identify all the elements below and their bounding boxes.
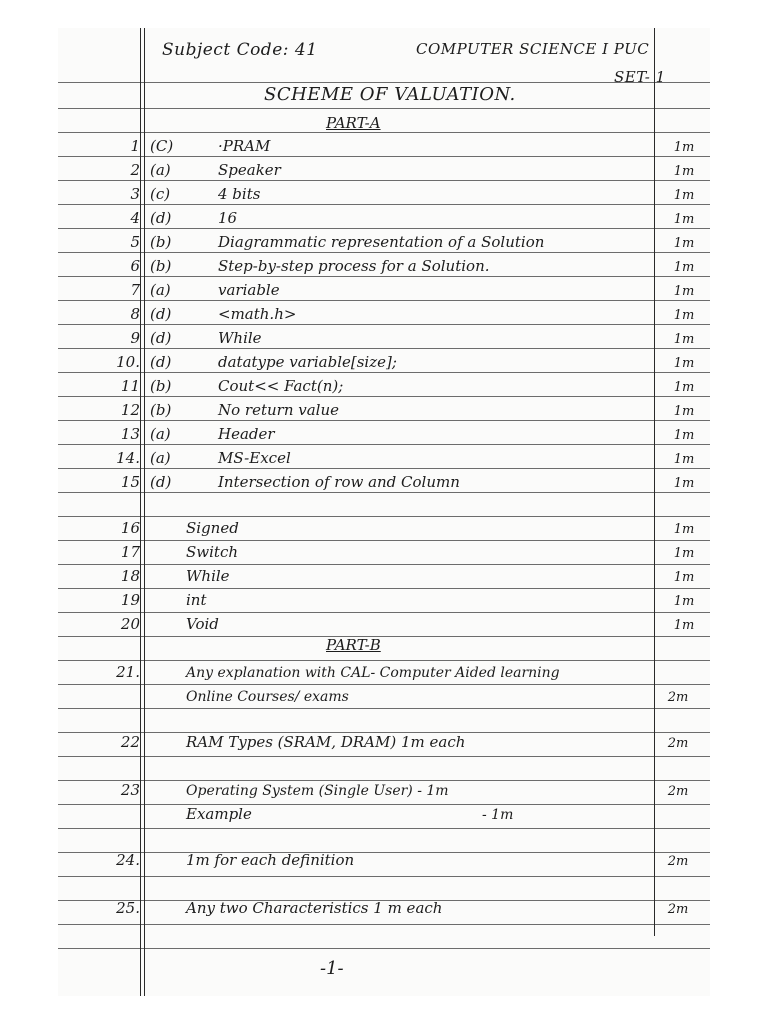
answer-line-2: Online Courses/ exams bbox=[186, 689, 349, 705]
question-number: 25. bbox=[116, 899, 140, 917]
marks: 1m bbox=[673, 476, 695, 491]
answer-line-1: Operating System (Single User) - 1m bbox=[186, 783, 449, 799]
marks: 2m bbox=[667, 690, 689, 705]
answer-text: While bbox=[186, 567, 230, 585]
set-number: SET- 1 bbox=[614, 68, 666, 86]
question-row bbox=[58, 374, 710, 396]
question-number: 12 bbox=[120, 401, 140, 419]
ruled-line bbox=[58, 372, 710, 373]
answer-option: (d) bbox=[150, 305, 172, 323]
marks: 1m bbox=[673, 188, 695, 203]
question-22 bbox=[58, 730, 710, 752]
answer-line-1: Any explanation with CAL- Computer Aided learning bbox=[186, 665, 560, 681]
answer-line-2: Example bbox=[186, 805, 252, 823]
answer-text: MS-Excel bbox=[218, 449, 291, 467]
ruled-line bbox=[58, 444, 710, 445]
marks: 1m bbox=[673, 308, 695, 323]
document-title: SCHEME OF VALUATION. bbox=[264, 84, 516, 105]
marks: 1m bbox=[673, 594, 695, 609]
question-row bbox=[58, 302, 710, 324]
answer-text: Speaker bbox=[218, 161, 281, 179]
marks: 2m bbox=[667, 784, 689, 799]
question-number: 21. bbox=[116, 663, 140, 681]
answer-text: 4 bits bbox=[218, 185, 261, 203]
ruled-line bbox=[58, 276, 710, 277]
marks: 1m bbox=[673, 140, 695, 155]
marks: 2m bbox=[667, 854, 689, 869]
question-number: 15 bbox=[120, 473, 140, 491]
question-row bbox=[58, 158, 710, 180]
answer-text: int bbox=[186, 591, 207, 609]
answer-line-1: RAM Types (SRAM, DRAM) 1m each bbox=[186, 733, 466, 751]
marks: 2m bbox=[667, 902, 689, 917]
question-number: 11 bbox=[120, 377, 140, 395]
ruled-line bbox=[58, 708, 710, 709]
marks: 1m bbox=[673, 212, 695, 227]
question-number: 22 bbox=[120, 733, 140, 751]
question-number: 10. bbox=[116, 353, 140, 371]
answer-line-1: Any two Characteristics 1 m each bbox=[186, 899, 443, 917]
ruled-line bbox=[58, 252, 710, 253]
marks: 1m bbox=[673, 332, 695, 347]
question-21 bbox=[58, 660, 710, 682]
question-number: 17 bbox=[120, 543, 140, 561]
question-number: 20 bbox=[120, 615, 140, 633]
answer-option: (a) bbox=[150, 425, 171, 443]
marks: 1m bbox=[673, 404, 695, 419]
marks: 1m bbox=[673, 618, 695, 633]
page-number: -1- bbox=[320, 958, 344, 979]
answer-text: ·PRAM bbox=[218, 137, 271, 155]
ruled-line bbox=[58, 300, 710, 301]
answer-text: Signed bbox=[186, 519, 239, 537]
ruled-line bbox=[58, 948, 710, 949]
answer-text: datatype variable[size]; bbox=[218, 353, 397, 371]
question-number: 4 bbox=[130, 209, 140, 227]
question-21-cont bbox=[58, 684, 710, 706]
marks: 1m bbox=[673, 428, 695, 443]
ruled-line bbox=[58, 468, 710, 469]
marks: 1m bbox=[673, 570, 695, 585]
question-number: 2 bbox=[130, 161, 140, 179]
subject-code: Subject Code: 41 bbox=[162, 40, 318, 60]
question-number: 3 bbox=[130, 185, 140, 203]
question-number: 24. bbox=[116, 851, 140, 869]
marks: 1m bbox=[673, 236, 695, 251]
answer-option: (b) bbox=[150, 401, 172, 419]
ruled-line bbox=[58, 180, 710, 181]
ruled-line bbox=[58, 82, 710, 83]
answer-text: Diagrammatic representation of a Solution bbox=[218, 233, 545, 251]
ruled-line bbox=[58, 204, 710, 205]
part-a-heading: PART-A bbox=[326, 114, 381, 132]
answer-option: (a) bbox=[150, 161, 171, 179]
marks: 1m bbox=[673, 452, 695, 467]
question-23 bbox=[58, 778, 710, 800]
answer-text: Intersection of row and Column bbox=[218, 473, 460, 491]
ruled-line bbox=[58, 396, 710, 397]
question-number: 7 bbox=[130, 281, 140, 299]
answer-option: (d) bbox=[150, 473, 172, 491]
marks: 1m bbox=[673, 284, 695, 299]
question-row bbox=[58, 134, 710, 156]
answer-option: (c) bbox=[150, 185, 171, 203]
ruled-line bbox=[58, 324, 710, 325]
question-number: 14. bbox=[116, 449, 140, 467]
question-row bbox=[58, 182, 710, 204]
ruled-line bbox=[58, 228, 710, 229]
answer-text: Step-by-step process for a Solution. bbox=[218, 257, 490, 275]
answer-option: (C) bbox=[150, 137, 174, 155]
question-row bbox=[58, 446, 710, 468]
marks: 1m bbox=[673, 522, 695, 537]
answer-option: (d) bbox=[150, 353, 172, 371]
marks: 1m bbox=[673, 546, 695, 561]
question-row bbox=[58, 470, 710, 492]
ruled-line bbox=[58, 348, 710, 349]
answer-text: No return value bbox=[218, 401, 340, 419]
answer-text: Header bbox=[218, 425, 275, 443]
question-number: 9 bbox=[130, 329, 140, 347]
question-row bbox=[58, 230, 710, 252]
answer-line-1: 1m for each definition bbox=[186, 851, 355, 869]
question-number: 5 bbox=[130, 233, 140, 251]
question-24 bbox=[58, 848, 710, 870]
ruled-line bbox=[58, 108, 710, 109]
answer-option: (a) bbox=[150, 281, 171, 299]
question-25 bbox=[58, 896, 710, 918]
answer-text: variable bbox=[218, 281, 280, 299]
marks: 1m bbox=[673, 164, 695, 179]
question-row bbox=[58, 326, 710, 348]
example-marks: - 1m bbox=[482, 807, 514, 823]
question-number: 1 bbox=[130, 137, 140, 155]
answer-text: Cout<< Fact(n); bbox=[218, 377, 344, 395]
question-number: 8 bbox=[130, 305, 140, 323]
question-number: 19 bbox=[120, 591, 140, 609]
question-23-cont bbox=[58, 802, 710, 824]
answer-text: Void bbox=[186, 615, 219, 633]
ruled-line bbox=[58, 156, 710, 157]
question-row bbox=[58, 564, 710, 586]
question-row bbox=[58, 516, 710, 538]
question-row bbox=[58, 254, 710, 276]
question-row bbox=[58, 278, 710, 300]
question-number: 18 bbox=[120, 567, 140, 585]
ruled-line bbox=[58, 876, 710, 877]
marks: 1m bbox=[673, 380, 695, 395]
ruled-line bbox=[58, 828, 710, 829]
ruled-line bbox=[58, 492, 710, 493]
question-number: 13 bbox=[120, 425, 140, 443]
answer-option: (d) bbox=[150, 209, 172, 227]
answer-text: 16 bbox=[218, 209, 238, 227]
answer-option: (b) bbox=[150, 377, 172, 395]
ruled-line bbox=[58, 636, 710, 637]
question-row bbox=[58, 206, 710, 228]
answer-text: While bbox=[218, 329, 262, 347]
marks: 1m bbox=[673, 356, 695, 371]
ruled-line bbox=[58, 756, 710, 757]
question-number: 23 bbox=[120, 781, 140, 799]
answer-option: (d) bbox=[150, 329, 172, 347]
question-row bbox=[58, 588, 710, 610]
question-row bbox=[58, 398, 710, 420]
course-title: COMPUTER SCIENCE I PUC bbox=[416, 40, 650, 58]
question-row bbox=[58, 612, 710, 634]
answer-text: Switch bbox=[186, 543, 239, 561]
ruled-line bbox=[58, 420, 710, 421]
answer-option: (b) bbox=[150, 233, 172, 251]
answer-sheet bbox=[58, 28, 710, 996]
question-row bbox=[58, 422, 710, 444]
ruled-line bbox=[58, 924, 710, 925]
answer-option: (a) bbox=[150, 449, 171, 467]
answer-text: <math.h> bbox=[218, 305, 297, 323]
ruled-line bbox=[58, 132, 710, 133]
part-b-heading: PART-B bbox=[326, 636, 381, 654]
question-row bbox=[58, 540, 710, 562]
question-number: 16 bbox=[120, 519, 140, 537]
question-number: 6 bbox=[130, 257, 140, 275]
marks: 1m bbox=[673, 260, 695, 275]
answer-option: (b) bbox=[150, 257, 172, 275]
marks: 2m bbox=[667, 736, 689, 751]
question-row bbox=[58, 350, 710, 372]
